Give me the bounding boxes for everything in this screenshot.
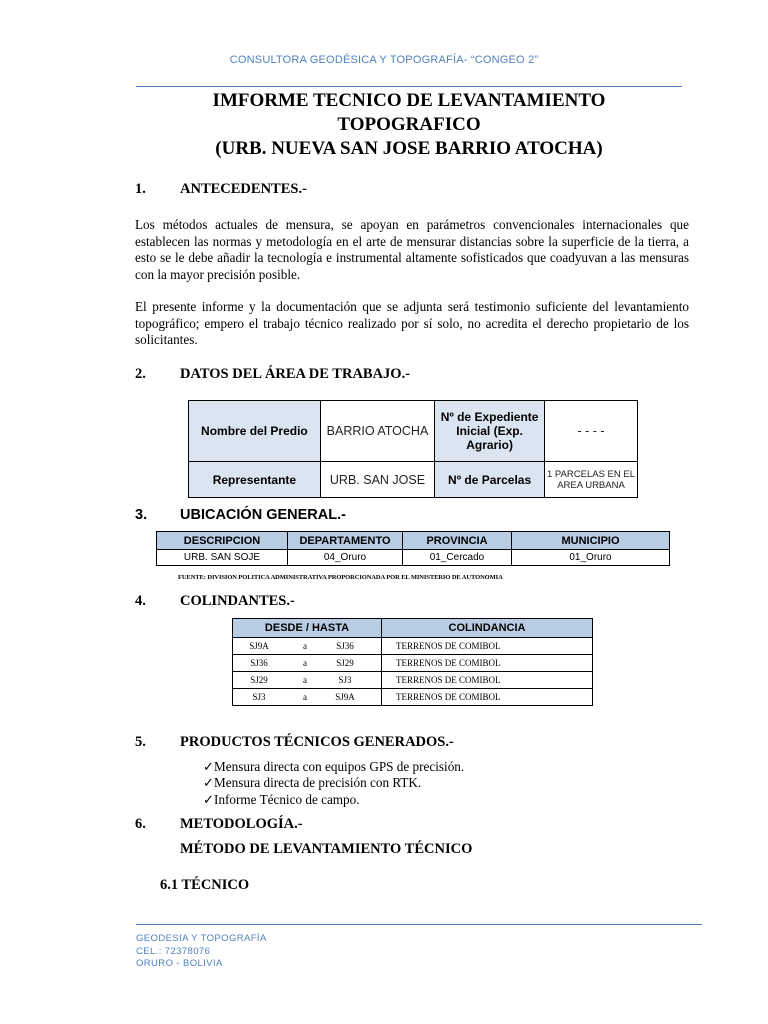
section-4-number: 4. bbox=[135, 593, 146, 609]
section-6-title: METODOLOGÍA.- bbox=[180, 816, 303, 832]
ubicacion-table bbox=[156, 531, 670, 566]
section-2-heading bbox=[135, 366, 410, 383]
datos-area-table bbox=[188, 400, 638, 498]
ubicacion-descripcion: URB. SAN SOJE bbox=[157, 550, 288, 566]
producto-item-2: ✓Mensura directa de precisión con RTK. bbox=[203, 775, 422, 790]
section-6-heading bbox=[135, 816, 303, 833]
section-6-1-heading: 6.1 TÉCNICO bbox=[160, 877, 250, 893]
section-5-heading bbox=[135, 734, 454, 751]
section-3-title: UBICACIÓN GENERAL.- bbox=[180, 507, 346, 523]
section-3-heading bbox=[135, 507, 346, 523]
ubicacion-header-descripcion: DESCRIPCION bbox=[157, 532, 288, 550]
title-line-3: (URB. NUEVA SAN JOSE BARRIO ATOCHA) bbox=[215, 138, 603, 159]
document-title bbox=[136, 89, 682, 161]
fuente-note: FUENTE: DIVISION POLITICA ADMINISTRATIVA PROPORCIONADA POR EL MINISTERIO DE AUTONOMIA bbox=[178, 574, 503, 581]
colindancia-value: TERRENOS DE COMIBOL bbox=[382, 672, 593, 689]
section-4-heading bbox=[135, 593, 295, 610]
parcelas-label: Nº de Parcelas bbox=[435, 462, 545, 498]
footer-line-2: CEL.: 72378076 bbox=[136, 945, 211, 957]
colindancia-value: TERRENOS DE COMIBOL bbox=[382, 638, 593, 655]
producto-item-1: ✓Mensura directa con equipos GPS de precisión. bbox=[203, 759, 465, 774]
title-line-1: IMFORME TECNICO DE LEVANTAMIENTO bbox=[212, 90, 606, 111]
section-5-title: PRODUCTOS TÉCNICOS GENERADOS.- bbox=[180, 734, 454, 750]
section-1-number: 1. bbox=[135, 181, 146, 197]
title-line-2: TOPOGRAFICO bbox=[337, 114, 481, 135]
table-row bbox=[233, 655, 593, 672]
colindante-to: SJ36 bbox=[336, 641, 354, 651]
ubicacion-provincia: 01_Cercado bbox=[403, 550, 512, 566]
paragraph-antecedentes-1: Los métodos actuales de mensura, se apoyan en parámetros convencionales internacionales que establecen las normas y metodología en el arte de mensurar distancias sobre la superficie de la tierra, a esto se le debe añadir la tecnología e instrumental altamente sofisticados que coadyuvan a las mensuras con la mayor precisión posible. bbox=[135, 217, 689, 282]
colindante-a: a bbox=[303, 692, 307, 702]
footer-line-1: GEODESIA Y TOPOGRAFÍA bbox=[136, 933, 267, 944]
nombre-predio-label: Nombre del Predio bbox=[189, 401, 321, 462]
table-row bbox=[233, 638, 593, 655]
producto-item-3: ✓Informe Técnico de campo. bbox=[203, 792, 360, 807]
ubicacion-municipio: 01_Oruro bbox=[512, 550, 670, 566]
colindancia-value: TERRENOS DE COMIBOL bbox=[382, 689, 593, 706]
colindancia-value: TERRENOS DE COMIBOL bbox=[382, 655, 593, 672]
colindante-a: a bbox=[303, 641, 307, 651]
footer-rule bbox=[136, 924, 702, 925]
ubicacion-header-provincia: PROVINCIA bbox=[403, 532, 512, 550]
header-rule bbox=[136, 86, 682, 87]
colindante-a: a bbox=[303, 658, 307, 668]
colindante-a: a bbox=[303, 675, 307, 685]
nombre-predio-value: BARRIO ATOCHA bbox=[320, 401, 434, 462]
table-row bbox=[233, 689, 593, 706]
page-footer bbox=[136, 933, 267, 971]
paragraph-antecedentes-2: El presente informe y la documentación que se adjunta será testimonio suficiente del levantamiento topográfico; empero el trabajo técnico realizado por sí solo, no acredita el derecho propietario de los solicitantes. bbox=[135, 299, 689, 347]
section-3-number: 3. bbox=[135, 507, 148, 523]
colindante-to: SJ9A bbox=[335, 692, 355, 702]
section-1-heading bbox=[135, 181, 307, 198]
expediente-value: - - - - bbox=[545, 401, 638, 462]
footer-line-3: ORURO - BOLIVIA bbox=[136, 958, 223, 969]
ubicacion-header-departamento: DEPARTAMENTO bbox=[288, 532, 403, 550]
colindante-to: SJ3 bbox=[338, 675, 352, 685]
section-6-subtitle: MÉTODO DE LEVANTAMIENTO TÉCNICO bbox=[180, 841, 473, 857]
section-2-title: DATOS DEL ÁREA DE TRABAJO.- bbox=[180, 366, 411, 382]
parcelas-value: 1 PARCELAS EN EL AREA URBANA bbox=[545, 462, 638, 498]
colindante-from: SJ29 bbox=[250, 675, 268, 685]
representante-value: URB. SAN JOSE bbox=[320, 462, 434, 498]
colindante-from: SJ3 bbox=[252, 692, 266, 702]
colindantes-header-desde-hasta: DESDE / HASTA bbox=[233, 619, 382, 638]
colindantes-table bbox=[232, 618, 593, 706]
representante-label: Representante bbox=[189, 462, 321, 498]
colindante-from: SJ36 bbox=[250, 658, 268, 668]
page-header: CONSULTORA GEODÉSICA Y TOPOGRAFÍA- “CONGEO 2” bbox=[229, 54, 539, 66]
colindantes-header-colindancia: COLINDANCIA bbox=[382, 619, 593, 638]
section-1-title: ANTECEDENTES.- bbox=[180, 181, 307, 197]
section-4-title: COLINDANTES.- bbox=[180, 593, 295, 609]
section-6-number: 6. bbox=[135, 816, 146, 832]
ubicacion-header-municipio: MUNICIPIO bbox=[512, 532, 670, 550]
colindante-from: SJ9A bbox=[249, 641, 269, 651]
colindante-to: SJ29 bbox=[336, 658, 354, 668]
table-row bbox=[233, 672, 593, 689]
ubicacion-departamento: 04_Oruro bbox=[288, 550, 403, 566]
section-2-number: 2. bbox=[135, 366, 146, 382]
expediente-label: Nº de Expediente Inicial (Exp. Agrario) bbox=[435, 401, 545, 462]
section-5-number: 5. bbox=[135, 734, 146, 750]
